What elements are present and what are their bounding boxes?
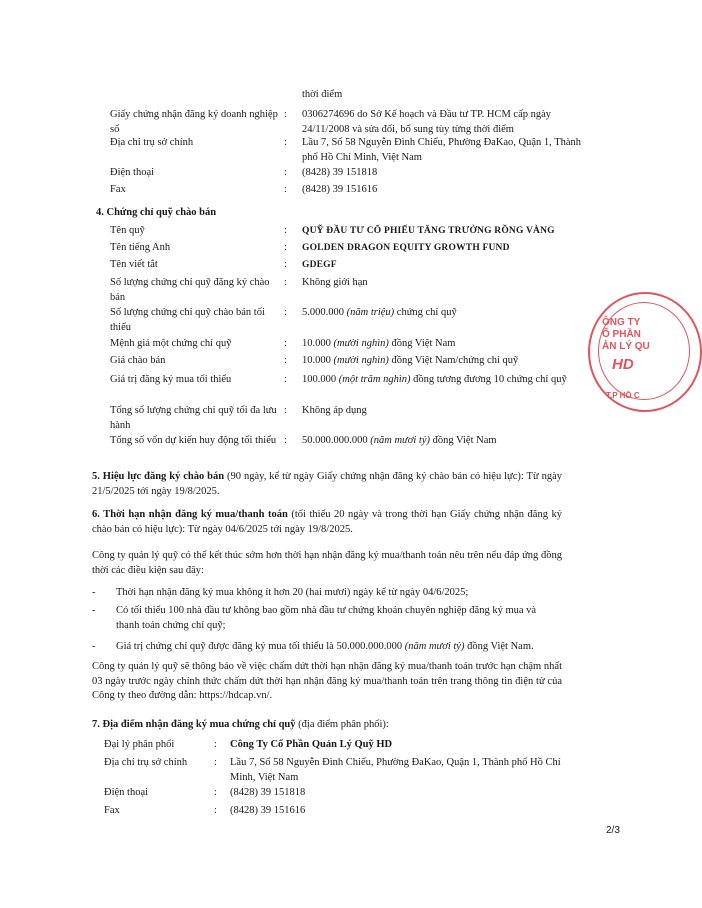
value-min-quantity: 5.000.000 (năm triệu) chứng chỉ quỹ: [302, 307, 457, 318]
section-6-heading: 6. Thời hạn nhận đăng ký mua/thanh toán: [92, 509, 288, 520]
colon: :: [214, 757, 217, 768]
seal-text-line-2: Ổ PHẦN: [602, 329, 641, 340]
label-distributor-fax: Fax: [104, 805, 120, 816]
label-max-outstanding: Tổng số lượng chứng chỉ quỹ tối đa lưu hành: [110, 405, 277, 431]
label-distributor-phone: Điện thoại: [104, 787, 149, 798]
value-fax: (8428) 39 151616: [302, 184, 378, 195]
section-6-paragraph: 6. Thời hạn nhận đăng ký mua/thanh toán (tối thiểu 20 ngày và trong thời hạn Giấy chứng nhận đăng ký chào bán có hiệu lực): Từ ngày 04/6/2025 tới ngày 19/8/2025.: [92, 509, 562, 535]
bullet-dash: -: [92, 641, 96, 652]
label-distributor-address: Địa chỉ trụ sở chính: [104, 757, 188, 768]
colon: :: [214, 739, 217, 750]
value-distributor-fax: (8428) 39 151616: [230, 805, 306, 816]
colon: :: [284, 374, 287, 385]
colon: :: [284, 307, 287, 318]
value-max-outstanding: Không áp dụng: [302, 405, 367, 416]
fund-manager-cont-value: thời điểm: [302, 89, 343, 100]
colon: :: [284, 355, 287, 366]
company-seal-stamp: [588, 292, 702, 412]
seal-text-line-1: ÔNG TY: [602, 317, 641, 328]
colon: :: [284, 277, 287, 288]
section-5-heading: 5. Hiệu lực đăng ký chào bán: [92, 471, 225, 482]
colon: :: [284, 435, 287, 446]
value-phone: (8428) 39 151818: [302, 167, 378, 178]
seal-text-line-3: ẢN LÝ QU: [602, 341, 650, 352]
label-min-quantity: Số lượng chứng chỉ quỹ chào bán tối thiểu: [110, 307, 265, 333]
seal-text-bottom: T.P HỒ C: [606, 391, 640, 400]
value-business-registration: 0306274696 do Sở Kế hoạch và Đầu tư TP. HCM cấp ngày 24/11/2008 và sửa đổi, bổ sung tùy từng thời điểm: [302, 109, 552, 135]
colon: :: [284, 137, 287, 148]
value-min-capital: 50.000.000.000 (năm mươi tỷ) đồng Việt Nam: [302, 435, 497, 446]
label-offer-price: Giá chào bán: [110, 355, 166, 366]
colon: :: [284, 225, 287, 236]
value-distributor: Công Ty Cổ Phần Quản Lý Quỹ HD: [230, 739, 393, 750]
value-head-office: Lầu 7, Số 58 Nguyễn Đình Chiểu, Phường ĐaKao, Quận 1, Thành phố Hồ Chí Minh, Việt Nam: [302, 137, 582, 163]
section-7-heading: 7. Địa điểm nhận đăng ký mua chứng chỉ quỹ: [92, 719, 296, 730]
value-offer-price: 10.000 (mười nghìn) đồng Việt Nam/chứng chỉ quỹ: [302, 355, 519, 366]
early-close-condition-1: Thời hạn nhận đăng ký mua không ít hơn 20 (hai mươi) ngày kể từ ngày 04/6/2025;: [116, 587, 469, 598]
early-close-notice: Công ty quản lý quỹ sẽ thông báo về việc chấm dứt thời hạn nhận đăng ký mua/thanh toán trước hạn chậm nhất 03 ngày trước ngày chính thức chấm dứt thời hạn nhận đăng ký mua/thanh toán trên trang thông tin điện tử của Công ty theo đường dẫn: https://hdcap.vn/.: [92, 661, 562, 702]
colon: :: [284, 242, 287, 253]
colon: :: [214, 787, 217, 798]
bullet-dash: -: [92, 605, 96, 616]
section-5-paragraph: 5. Hiệu lực đăng ký chào bán (90 ngày, kể từ ngày Giấy chứng nhận đăng ký chào bán có hiệu lực): Từ ngày 21/5/2025 tới ngày 19/8/2025.: [92, 471, 562, 497]
value-fund-name: QUỸ ĐẦU TƯ CỔ PHIẾU TĂNG TRƯỞNG RỒNG VÀNG: [302, 226, 555, 236]
value-distributor-address: Lầu 7, Số 58 Nguyễn Đình Chiểu, Phường ĐaKao, Quận 1, Thành phố Hồ Chí Minh, Việt Nam: [230, 757, 561, 783]
label-registered-quantity: Số lượng chứng chỉ quỹ đăng ký chào bán: [110, 277, 270, 303]
label-fax: Fax: [110, 184, 126, 195]
label-min-capital: Tổng số vốn dự kiến huy động tối thiểu: [110, 435, 277, 446]
value-min-subscription: 100.000 (một trăm nghìn) đồng tương đương 10 chứng chỉ quỹ: [302, 374, 567, 385]
colon: :: [284, 338, 287, 349]
label-par-value: Mệnh giá một chứng chỉ quỹ: [110, 338, 232, 349]
colon: :: [284, 405, 287, 416]
value-short-name: GDEGF: [302, 260, 337, 270]
label-short-name: Tên viết tắt: [110, 259, 158, 270]
seal-logo-hd: HD: [612, 356, 634, 373]
value-english-name: GOLDEN DRAGON EQUITY GROWTH FUND: [302, 243, 510, 253]
page-number: 2/3: [606, 825, 620, 836]
seal-inner-ring: [598, 302, 690, 400]
label-phone: Điện thoại: [110, 167, 155, 178]
colon: :: [214, 805, 217, 816]
colon: :: [284, 167, 287, 178]
bullet-dash: -: [92, 587, 96, 598]
label-min-subscription: Giá trị đăng ký mua tối thiểu: [110, 374, 232, 385]
section-4-heading: 4. Chứng chỉ quỹ chào bán: [96, 207, 217, 218]
early-close-intro: Công ty quản lý quỹ có thể kết thúc sớm hơn thời hạn nhận đăng ký mua/thanh toán nêu trên nếu đáp ứng đồng thời các điều kiện sau đây:: [92, 550, 562, 576]
label-business-registration: Giấy chứng nhận đăng ký doanh nghiệp số: [110, 109, 278, 135]
value-registered-quantity: Không giới hạn: [302, 277, 368, 288]
label-english-name: Tên tiếng Anh: [110, 242, 171, 253]
colon: :: [284, 184, 287, 195]
colon: :: [284, 109, 287, 120]
label-fund-name: Tên quỹ: [110, 225, 145, 236]
value-par-value: 10.000 (mười nghìn) đồng Việt Nam: [302, 338, 456, 349]
early-close-condition-2: Có tối thiểu 100 nhà đầu tư không bao gồm nhà đầu tư chứng khoán chuyên nghiệp đăng ký mua và thanh toán chứng chỉ quỹ;: [116, 605, 537, 631]
label-distributor: Đại lý phân phối: [104, 739, 175, 750]
colon: :: [284, 259, 287, 270]
early-close-condition-3: Giá trị chứng chỉ quỹ được đăng ký mua tối thiểu là 50.000.000.000 (năm mươi tỷ) đồng Việt Nam.: [116, 641, 534, 652]
value-distributor-phone: (8428) 39 151818: [230, 787, 306, 798]
section-7-paragraph: 7. Địa điểm nhận đăng ký mua chứng chỉ quỹ (địa điểm phân phối):: [92, 719, 389, 730]
label-head-office: Địa chỉ trụ sở chính: [110, 137, 194, 148]
